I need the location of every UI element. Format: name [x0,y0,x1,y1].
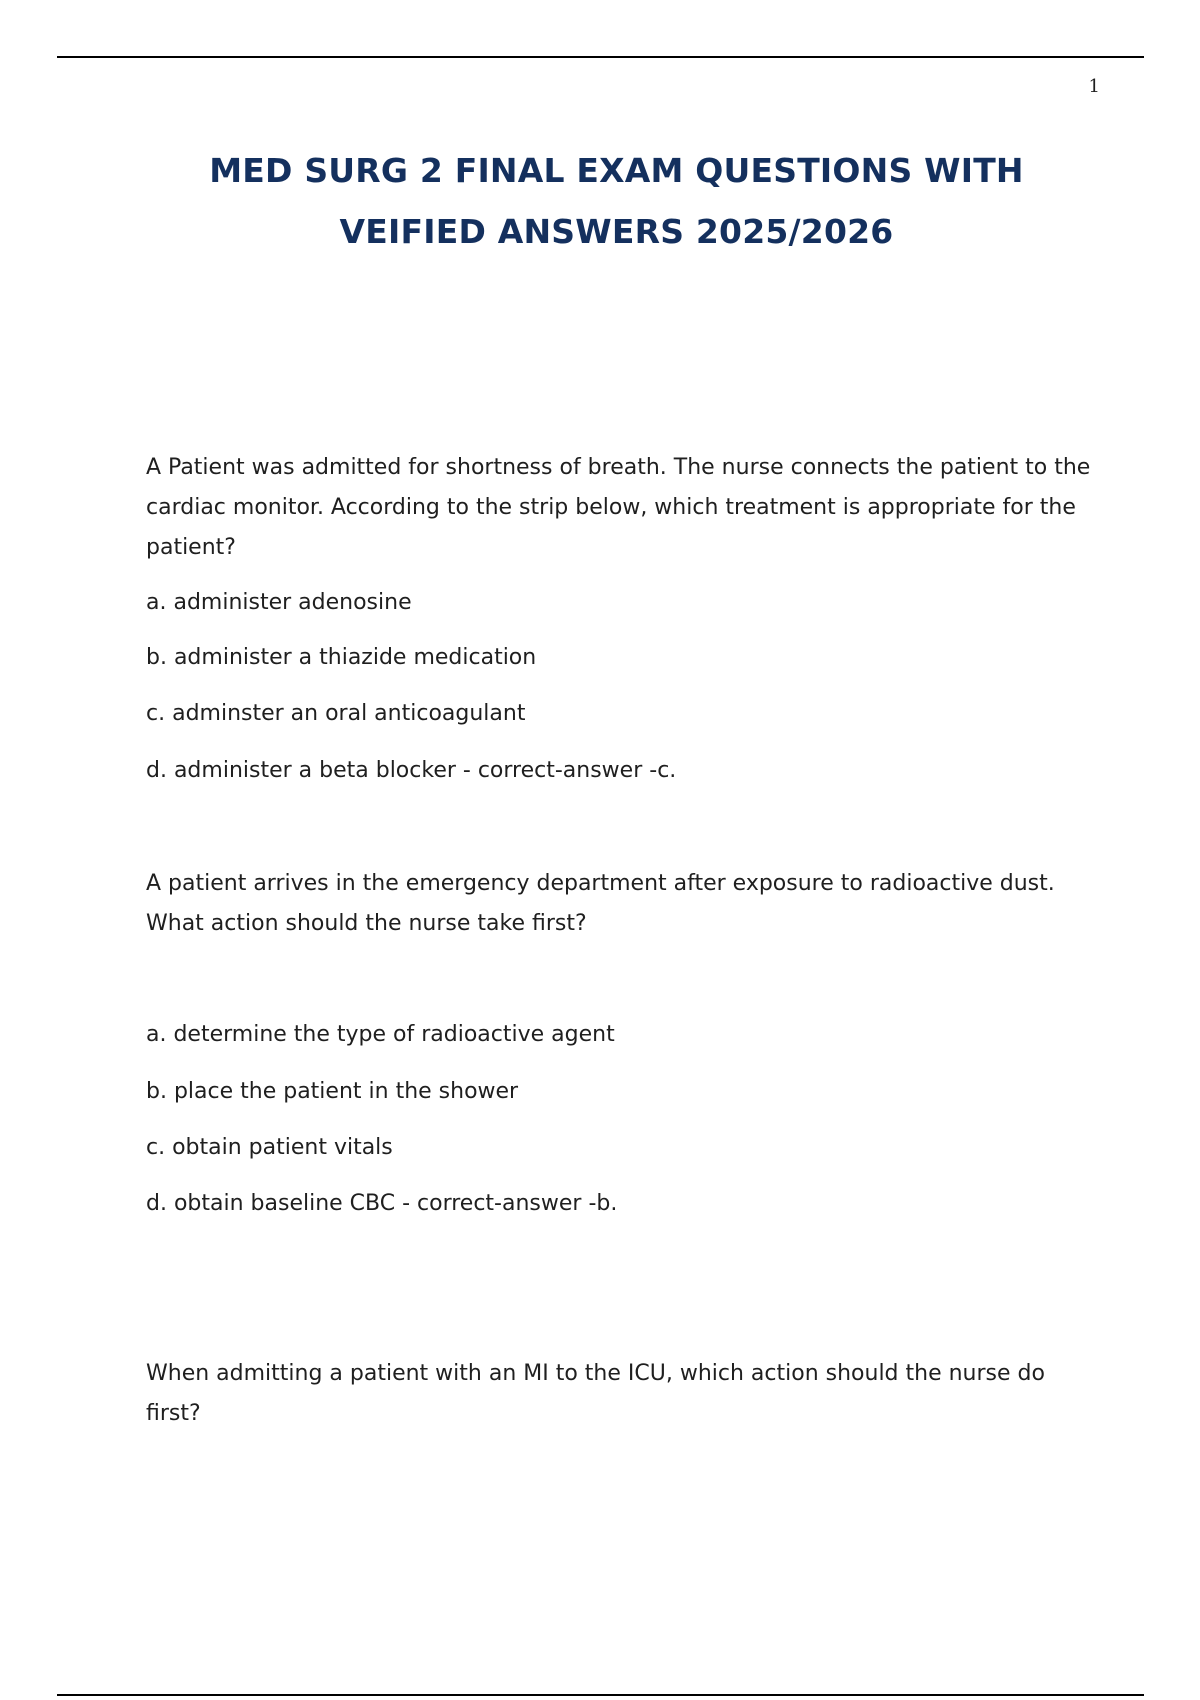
page-number: 1 [1088,76,1100,97]
question-2-option-a: a. determine the type of radioactive agent [146,1022,615,1047]
title-line-2: VEIFIED ANSWERS 2025/2026 [339,212,894,251]
document-title [120,140,1113,262]
question-1-option-d: d. administer a beta blocker - correct-answer -c. [146,758,677,783]
question-2-option-c: c. obtain patient vitals [146,1135,393,1160]
header-rule [57,56,1144,58]
question-2-option-b: b. place the patient in the shower [146,1079,519,1104]
question-1-stem: A Patient was admitted for shortness of breath. The nurse connects the patient to the cardiac monitor. According to the strip below, which treatment is appropriate for the patient? [146,455,1091,560]
question-2-option-d: d. obtain baseline CBC - correct-answer -b. [146,1191,618,1216]
question-1-option-b: b. administer a thiazide medication [146,645,537,670]
question-3-stem: When admitting a patient with an MI to the ICU, which action should the nurse do first? [146,1361,1045,1426]
title-line-1: MED SURG 2 FINAL EXAM QUESTIONS WITH [209,151,1024,190]
question-2-stem: A patient arrives in the emergency department after exposure to radioactive dust. What action should the nurse take first? [146,871,1055,936]
question-1-option-c: c. adminster an oral anticoagulant [146,701,526,726]
footer-rule [57,1694,1144,1696]
question-1-option-a: a. administer adenosine [146,590,412,615]
